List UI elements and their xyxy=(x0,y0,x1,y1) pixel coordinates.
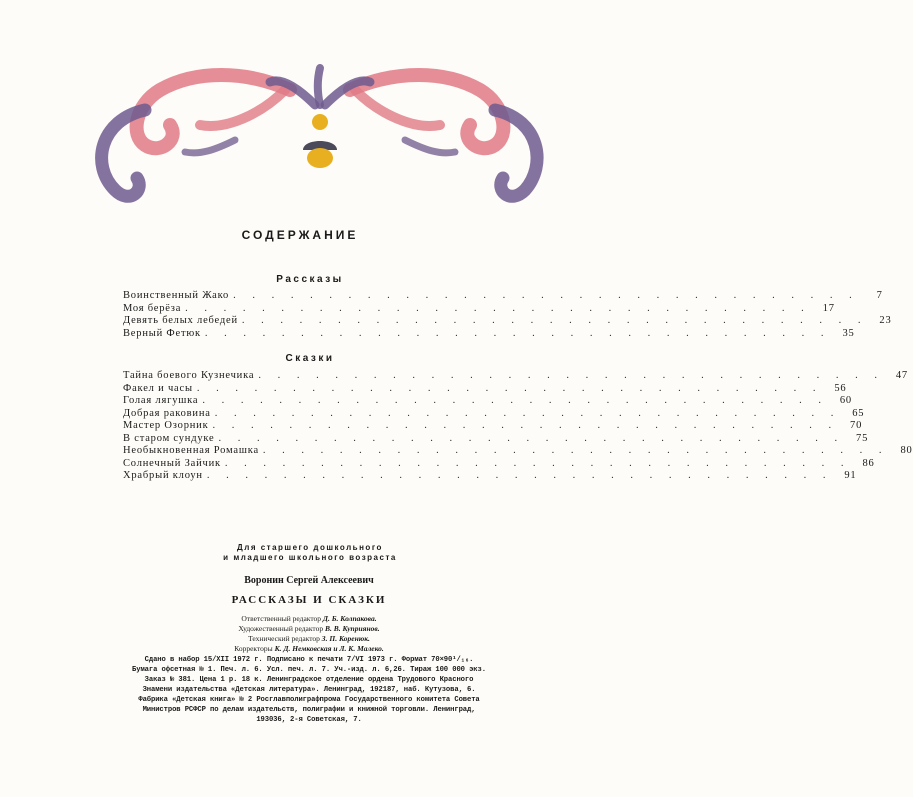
credit-role: Художественный редактор xyxy=(238,624,324,633)
dot-leader: . . . . . . . . . . . . . . . . . . . . . . . . . . . . . . . . . xyxy=(202,395,828,406)
credit-role: Ответственный редактор xyxy=(241,614,322,623)
dot-leader: . . . . . . . . . . . . . . . . . . . . . . . . . . . . . . . . . xyxy=(212,420,839,431)
ornament-left-purple-leaf xyxy=(185,140,235,153)
toc-entry-page: 56 xyxy=(834,382,847,394)
toc-entry-page: 70 xyxy=(850,420,863,431)
toc-entry[interactable] xyxy=(123,420,863,433)
credit-name: Д. Б. Колпакова. xyxy=(322,614,377,623)
dot-leader: . . . . . . . . . . . . . . . . . . . . . . . . . . . . . . . . . xyxy=(185,302,811,314)
imprint-line: Сдано в набор 15/XII 1972 г. Подписано к печати 7/VI 1973 г. Формат 70×90¹/₁₆. xyxy=(144,656,474,664)
section-heading-stories: Рассказы xyxy=(276,274,344,285)
toc-list-tales xyxy=(123,370,913,483)
ornament-left-pink-scroll xyxy=(137,75,290,148)
toc-entry[interactable] xyxy=(123,327,855,341)
toc-entry[interactable] xyxy=(123,407,865,421)
toc-entry[interactable] xyxy=(123,445,913,458)
toc-entry-title: Храбрый клоун xyxy=(123,470,203,481)
credit-line xyxy=(18,644,600,654)
credit-line xyxy=(18,624,600,634)
toc-entry[interactable] xyxy=(123,470,857,483)
toc-entry-page: 80 xyxy=(900,445,913,456)
toc-entry[interactable] xyxy=(123,395,852,408)
author-name: Воронин Сергей Алексеевич xyxy=(244,575,374,586)
dot-leader: . . . . . . . . . . . . . . . . . . . . . . . . . . . . . . . . . xyxy=(214,407,841,419)
toc-entry-title: Девять белых лебедей xyxy=(123,315,238,326)
toc-entry-title: Необыкновенная Ромашка xyxy=(123,445,259,456)
dot-leader: . . . . . . . . . . . . . . . . . . . . . . . . . . . . . . . . . xyxy=(204,327,831,339)
decorative-ornament xyxy=(85,60,550,220)
contents-title: СОДЕРЖАНИЕ xyxy=(241,228,359,242)
credit-name: З. П. Коренюк. xyxy=(321,634,370,643)
credit-role: Технический редактор xyxy=(248,634,320,643)
toc-entry[interactable] xyxy=(123,432,869,446)
editorial-credits xyxy=(0,614,600,654)
credit-role: Корректоры xyxy=(234,644,273,653)
dot-leader: . . . . . . . . . . . . . . . . . . . . . . . . . . . . . . . . . xyxy=(233,290,859,301)
ornament-right-pink-scroll xyxy=(350,75,503,148)
imprint-line: Знамени издательства «Детская литература». Ленинград, 192187, наб. Кутузова, 6. xyxy=(142,686,476,694)
credit-line xyxy=(18,634,600,644)
ornament-right-pink-petal xyxy=(355,90,440,126)
dot-leader: . . . . . . . . . . . . . . . . . . . . . . . . . . . . . . . . . xyxy=(241,315,868,326)
toc-entry-title: Верный Фетюк xyxy=(123,327,201,339)
toc-entry[interactable] xyxy=(123,382,847,396)
dot-leader: . . . . . . . . . . . . . . . . . . . . . . . . . . . . . . . . . xyxy=(258,370,884,381)
dot-leader: . . . . . . . . . . . . . . . . . . . . . . . . . . . . . . . . . xyxy=(224,457,851,469)
toc-entry-page: 17 xyxy=(822,302,835,314)
dot-leader: . . . . . . . . . . . . . . . . . . . . . . . . . . . . . . . . . xyxy=(218,432,845,444)
toc-entry[interactable] xyxy=(123,370,908,383)
toc-entry-page: 47 xyxy=(895,370,908,381)
ornament-center-bud-yellow xyxy=(307,148,333,168)
credit-name: В. В. Куприянов. xyxy=(324,624,380,633)
publication-imprint xyxy=(0,655,600,725)
toc-entry-page: 7 xyxy=(876,290,883,301)
toc-entry-page: 35 xyxy=(842,327,855,339)
imprint-line: Фабрика «Детская книга» № 2 Росглавполиграфпрома Государственного комитета Совета xyxy=(138,696,480,704)
toc-entry-title: Мастер Озорник xyxy=(123,420,209,431)
ornament-center-top-leaf xyxy=(318,68,320,105)
age-line: и младшего школьного возраста xyxy=(223,553,397,562)
toc-entry-title: Факел и часы xyxy=(123,382,193,394)
toc-list-stories xyxy=(123,290,892,340)
book-title: РАССКАЗЫ И СКАЗКИ xyxy=(231,594,387,606)
credit-name: К. Д. Немковская и Л. К. Малеко. xyxy=(274,644,384,653)
toc-entry-title: В старом сундуке xyxy=(123,432,215,444)
toc-entry-title: Солнечный Зайчик xyxy=(123,457,221,469)
imprint-line: Заказ № 381. Цена 1 р. 18 к. Ленинградское отделение ордена Трудового Красного xyxy=(144,676,474,684)
toc-entry-page: 86 xyxy=(862,457,875,469)
dot-leader: . . . . . . . . . . . . . . . . . . . . . . . . . . . . . . . . . xyxy=(262,445,889,456)
dot-leader: . . . . . . . . . . . . . . . . . . . . . . . . . . . . . . . . . xyxy=(196,382,823,394)
credit-line xyxy=(18,614,600,624)
toc-entry-page: 60 xyxy=(839,395,852,406)
toc-entry[interactable] xyxy=(123,457,875,471)
toc-entry-page: 23 xyxy=(879,315,892,326)
toc-entry-title: Моя берёза xyxy=(123,302,182,314)
toc-entry[interactable] xyxy=(123,290,883,303)
dot-leader: . . . . . . . . . . . . . . . . . . . . . . . . . . . . . . . . . xyxy=(206,470,833,481)
toc-entry-page: 65 xyxy=(852,407,865,419)
imprint-line: Бумага офсетная № 1. Печ. л. 6. Усл. печ. л. 7. Уч.-изд. л. 6,26. Тираж 100 000 экз. xyxy=(132,666,486,674)
imprint-line: 193036, 2-я Советская, 7. xyxy=(256,716,362,724)
toc-entry[interactable] xyxy=(123,302,835,316)
imprint-line: Министров РСФСР по делам издательств, полиграфии и книжной торговли. Ленинград, xyxy=(142,706,476,714)
toc-entry-title: Тайна боевого Кузнечика xyxy=(123,370,255,381)
toc-entry[interactable] xyxy=(123,315,892,328)
toc-entry-title: Добрая раковина xyxy=(123,407,211,419)
age-recommendation xyxy=(0,543,600,563)
ornament-left-pink-petal xyxy=(200,90,285,126)
ornament-center-yellow-dot xyxy=(312,114,328,130)
toc-entry-title: Воинственный Жако xyxy=(123,290,230,301)
age-line: Для старшего дошкольного xyxy=(237,543,383,552)
section-heading-tales: Сказки xyxy=(285,353,335,364)
toc-entry-title: Голая лягушка xyxy=(123,395,199,406)
ornament-right-purple-leaf xyxy=(405,140,455,153)
toc-entry-page: 75 xyxy=(856,432,869,444)
toc-entry-page: 91 xyxy=(844,470,857,481)
